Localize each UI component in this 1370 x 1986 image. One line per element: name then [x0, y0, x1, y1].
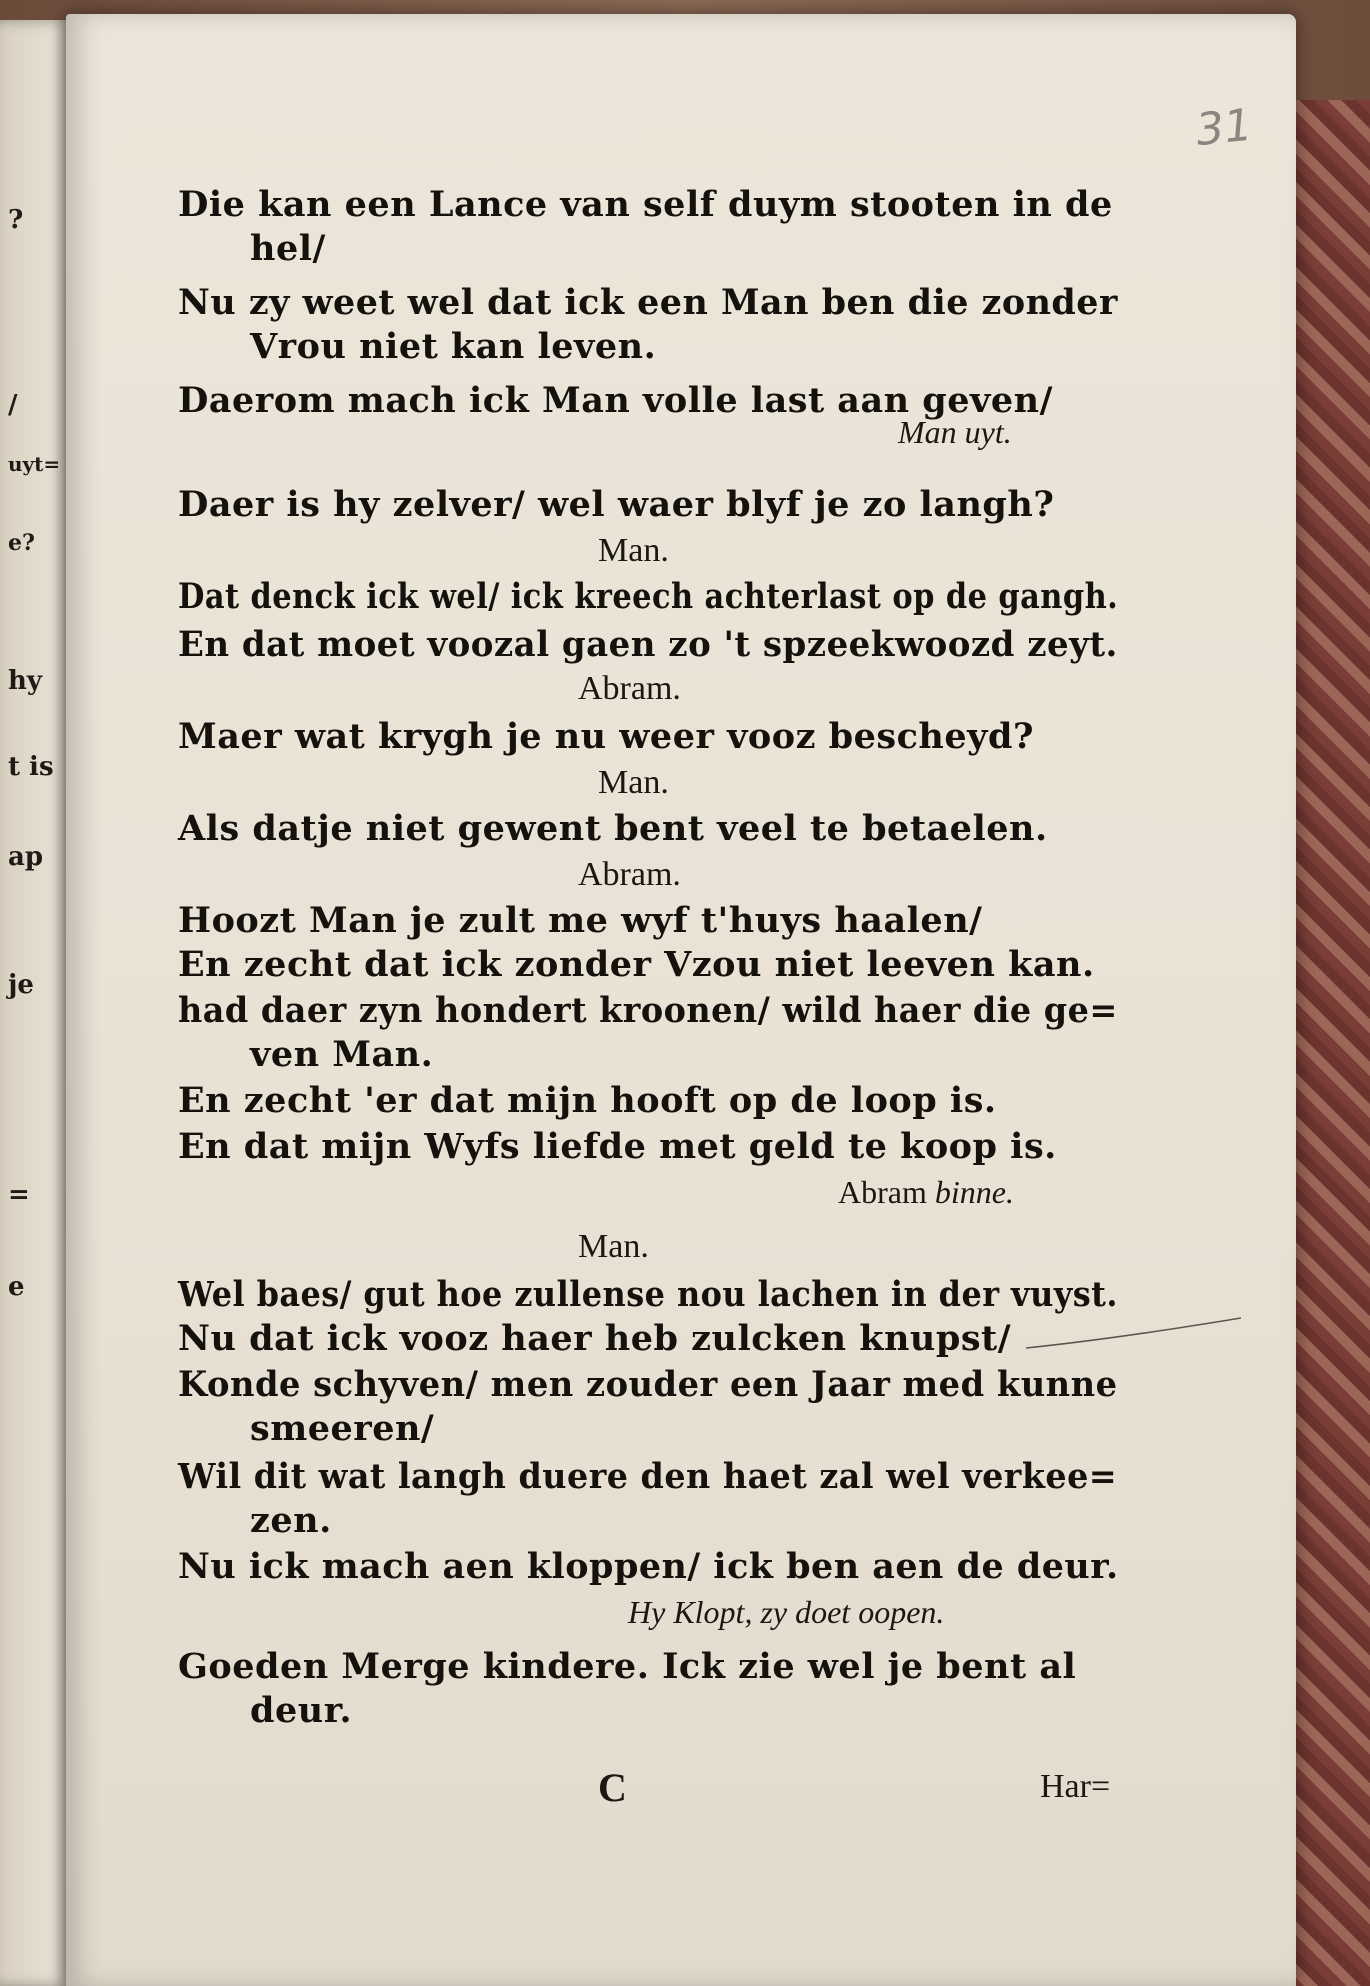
fabric-background: [1290, 100, 1370, 1986]
verse-line: Nu dat ick vooz haer heb zulcken knupst/: [178, 1318, 1011, 1359]
left-page-fragment: ?: [8, 205, 24, 235]
signature-mark: C: [598, 1765, 627, 1810]
page-number: 31: [1193, 99, 1255, 157]
left-page-fragment: /: [8, 390, 18, 420]
verse-line: En zecht 'er dat mijn hooft op de loop is.: [178, 1080, 997, 1121]
catchword: Har=: [1040, 1768, 1111, 1805]
left-page-fragment: uyt=: [8, 452, 61, 476]
pencil-mark: [1026, 1314, 1241, 1354]
speaker-name: Man.: [578, 1228, 649, 1265]
verse-line: Nu zy weet wel dat ick een Man ben die zonder: [178, 282, 1118, 323]
speaker-name: Man.: [598, 764, 669, 801]
verse-line: Daerom mach ick Man volle last aan geven/: [178, 380, 1053, 421]
verse-line: ven Man.: [250, 1034, 434, 1075]
speaker-name: Man.: [598, 532, 669, 569]
left-page-edge: [0, 20, 74, 1986]
stage-direction: Man uyt.: [898, 414, 1012, 450]
left-page-fragment: e?: [8, 530, 35, 556]
verse-line: zen.: [250, 1500, 332, 1541]
verse-line: smeeren/: [250, 1408, 435, 1449]
left-page-fragment: t is: [8, 752, 54, 782]
left-page-fragment: je: [8, 970, 34, 1000]
stage-direction: Hy Klopt, zy doet oopen.: [628, 1594, 945, 1630]
stage-word: binne.: [934, 1174, 1014, 1210]
verse-line: En zecht dat ick zonder Vzou niet leeven kan.: [178, 944, 1095, 985]
verse-line: deur.: [250, 1690, 353, 1731]
verse-line: Wel baes/ gut hoe zullense nou lachen in der vuyst.: [178, 1274, 1118, 1315]
stage-direction: [838, 1174, 1014, 1211]
speaker-name: Abram.: [578, 670, 681, 707]
stage-speaker: Abram: [838, 1174, 927, 1210]
verse-line: En dat mijn Wyfs liefde met geld te koop is.: [178, 1126, 1057, 1167]
verse-line: hel/: [250, 228, 326, 269]
verse-line: had daer zyn hondert kroonen/ wild haer die ge=: [178, 990, 1118, 1031]
verse-line: Die kan een Lance van self duym stooten in de: [178, 184, 1113, 225]
verse-line: Wil dit wat langh duere den haet zal wel verkee=: [178, 1456, 1118, 1497]
verse-line: Maer wat krygh je nu weer vooz bescheyd?: [178, 716, 1034, 757]
left-page-fragment: ap: [8, 842, 44, 872]
verse-line: Konde schyven/ men zouder een Jaar med kunne: [178, 1364, 1118, 1405]
verse-line: Daer is hy zelver/ wel waer blyf je zo langh?: [178, 484, 1055, 525]
verse-line: Nu ick mach aen kloppen/ ick ben aen de deur.: [178, 1546, 1119, 1587]
verse-line: Hoozt Man je zult me wyf t'huys haalen/: [178, 900, 983, 941]
left-page-fragment: =: [8, 1180, 30, 1210]
book-page: [66, 14, 1296, 1986]
verse-line: Vrou niet kan leven.: [250, 326, 657, 367]
verse-line: Als datje niet gewent bent veel te betaelen.: [178, 808, 1048, 849]
verse-line: En dat moet voozal gaen zo 't spzeekwoozd zeyt.: [178, 624, 1118, 665]
speaker-name: Abram.: [578, 856, 681, 893]
verse-line: Dat denck ick wel/ ick kreech achterlast op de gangh.: [178, 576, 1119, 617]
verse-line: Goeden Merge kindere. Ick zie wel je bent al: [178, 1646, 1077, 1687]
left-page-fragment: hy: [8, 666, 43, 696]
left-page-fragment: e: [8, 1272, 25, 1302]
